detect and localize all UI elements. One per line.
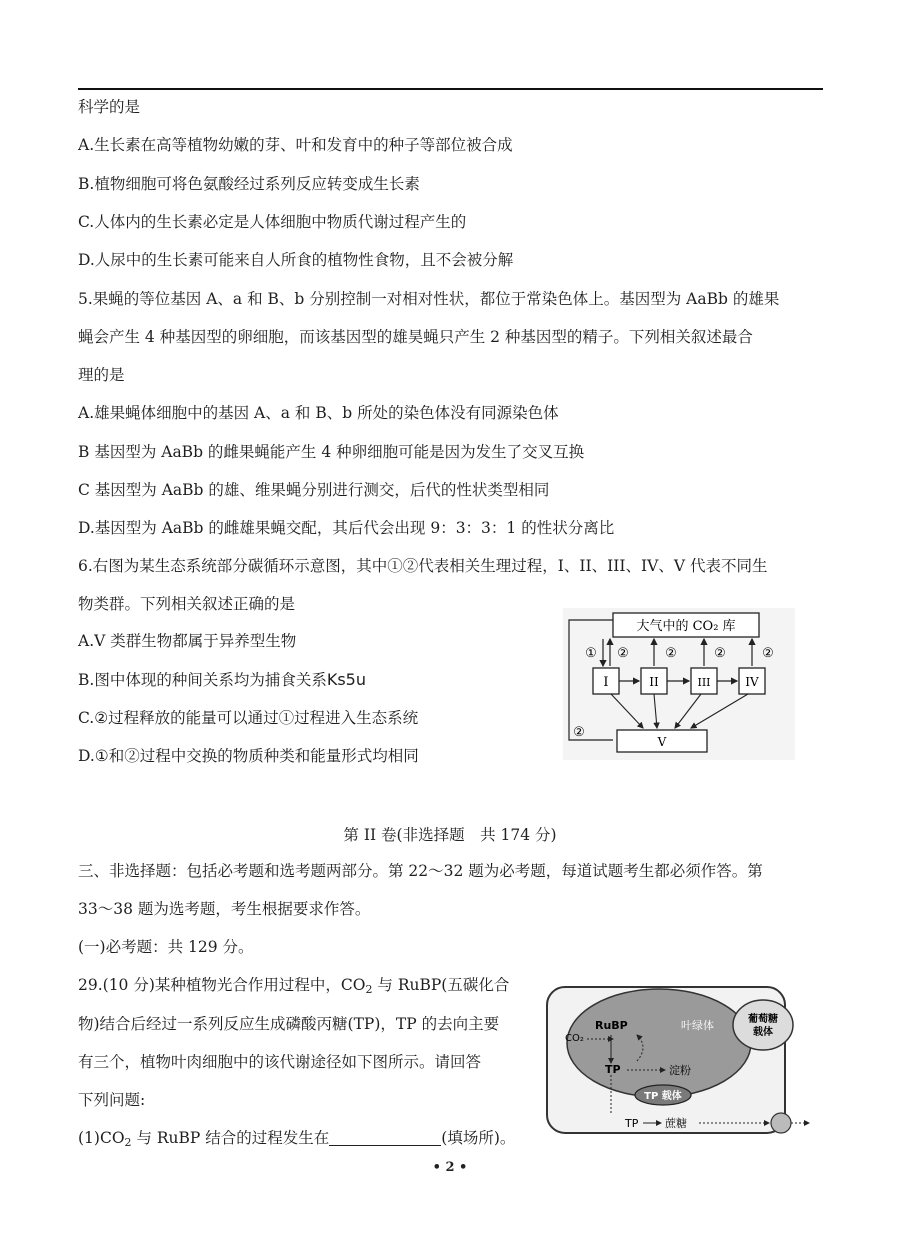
question-29-line4: 下列问题: <box>78 1091 146 1109</box>
q29-text: (1)CO <box>78 1129 125 1147</box>
option-c: C.②过程释放的能量可以通过①过程进入生态系统 <box>78 709 419 727</box>
part3-line3: (一)必考题：共 129 分。 <box>78 938 254 956</box>
option-d: D.基因型为 AaBb 的雌雄果蝇交配，其后代会出现 9：3：3：1 的性状分离比 <box>78 519 615 537</box>
starch-label: 淀粉 <box>669 1064 691 1077</box>
question-6-line1: 6.右图为某生态系统部分碳循环示意图，其中①②代表相关生理过程，I、II、III、IV、V 代表不同生 <box>78 557 768 575</box>
subscript: 2 <box>124 1136 132 1149</box>
process-2-label: ② <box>714 646 726 661</box>
question-29-line2: 物)结合后经过一系列反应生成磷酸丙糖(TP)，TP 的去向主要 <box>78 1015 500 1033</box>
part3-line1: 三、非选择题：包括必考题和选考题两部分。第 22～32 题为必考题，每道试题考生都必须作答。第 <box>78 862 763 880</box>
process-2-label: ② <box>665 646 677 661</box>
option-b-text: B.图中体现的种间关系均为捕食关系 <box>78 671 327 689</box>
tp-label: TP <box>605 1063 621 1076</box>
node-4-label: IV <box>745 675 759 689</box>
question-5-line3: 理的是 <box>78 366 125 384</box>
glucose-carrier <box>733 1000 793 1050</box>
page-number: • 2 • <box>432 1160 468 1175</box>
carrier-label: 载体 <box>753 1027 773 1038</box>
question-5-line1: 5.果蝇的等位基因 A、a 和 B、b 分别控制一对相对性状，都位于常染色体上。基因型为 AaBb 的雄果 <box>78 290 780 308</box>
co2-label: CO₂ <box>565 1033 584 1044</box>
option-c: C.人体内的生长素必定是人体细胞中物质代谢过程产生的 <box>78 213 467 231</box>
co2-pool-label: 大气中的 CO₂ 库 <box>636 619 736 634</box>
sucrose-label: 蔗糖 <box>665 1117 687 1130</box>
option-a: A.雄果蝇体细胞中的基因 A、a 和 B、b 所处的染色体没有同源染色体 <box>78 404 559 422</box>
process-2-label: ② <box>573 725 585 740</box>
option-b <box>78 670 366 690</box>
option-c: C 基因型为 AaBb 的雄、维果蝇分别进行测交，后代的性状类型相同 <box>78 481 550 499</box>
option-b: B.植物细胞可将色氨酸经过系列反应转变成生长素 <box>78 175 420 193</box>
question-29-line1 <box>78 975 509 1000</box>
option-d: D.①和②过程中交换的物质种类和能量形式均相同 <box>78 747 419 765</box>
subscript: 2 <box>365 983 373 996</box>
process-2-label: ② <box>617 646 629 661</box>
answer-blank[interactable] <box>329 1130 441 1146</box>
glucose-label: 葡萄糖 <box>748 1014 778 1025</box>
node-5-label: V <box>657 735 667 749</box>
q29-text: (填场所)。 <box>441 1129 516 1147</box>
transport-channel <box>771 1113 791 1133</box>
process-2-label: ② <box>762 646 774 661</box>
part3-line2: 33～38 题为选考题，考生根据要求作答。 <box>78 900 371 918</box>
chloroplast-label: 叶绿体 <box>681 1019 714 1032</box>
option-d: D.人尿中的生长素可能来自人所食的植物性食物，且不会被分解 <box>78 251 514 269</box>
header-rule <box>78 88 823 90</box>
chloroplast-pathway-diagram <box>541 981 813 1142</box>
question-5-line2: 蝇会产生 4 种基因型的卵细胞，而该基因型的雄昊蝇只产生 2 种基因型的精子。下列相关叙述最合 <box>78 328 753 346</box>
node-1-label: I <box>603 675 609 690</box>
option-a: A.生长素在高等植物幼嫩的芽、叶和发育中的种子等部位被合成 <box>78 136 513 154</box>
section-title: 第 II 卷(非选择题 共 174 分) <box>343 826 557 844</box>
tp-carrier-label: TP 载体 <box>644 1091 682 1102</box>
rubp-label: RuBP <box>595 1019 628 1032</box>
watermark: Ks5u <box>326 670 366 689</box>
text-line: 科学的是 <box>78 98 141 116</box>
q29-text: 与 RuBP 结合的过程发生在 <box>131 1129 330 1147</box>
chloroplast <box>567 989 751 1097</box>
question-29-sub1 <box>78 1128 515 1153</box>
carbon-cycle-diagram <box>563 608 795 760</box>
q29-text: 29.(10 分)某种植物光合作用过程中，CO <box>78 976 366 994</box>
node-3-label: III <box>697 676 711 689</box>
question-29-line3: 有三个，植物叶肉细胞中的该代谢途径如下图所示。请回答 <box>78 1053 482 1071</box>
question-6-line2: 物类群。下列相关叙述正确的是 <box>78 595 296 613</box>
option-b: B 基因型为 AaBb 的雌果蝇能产生 4 种卵细胞可能是因为发生了交叉互换 <box>78 443 585 461</box>
tp-label: TP <box>625 1117 639 1130</box>
node-2-label: II <box>649 675 659 689</box>
option-a: A.V 类群生物都属于异养型生物 <box>78 632 297 650</box>
q29-text: 与 RuBP(五碳化合 <box>372 976 510 994</box>
process-1-label: ① <box>585 646 597 661</box>
